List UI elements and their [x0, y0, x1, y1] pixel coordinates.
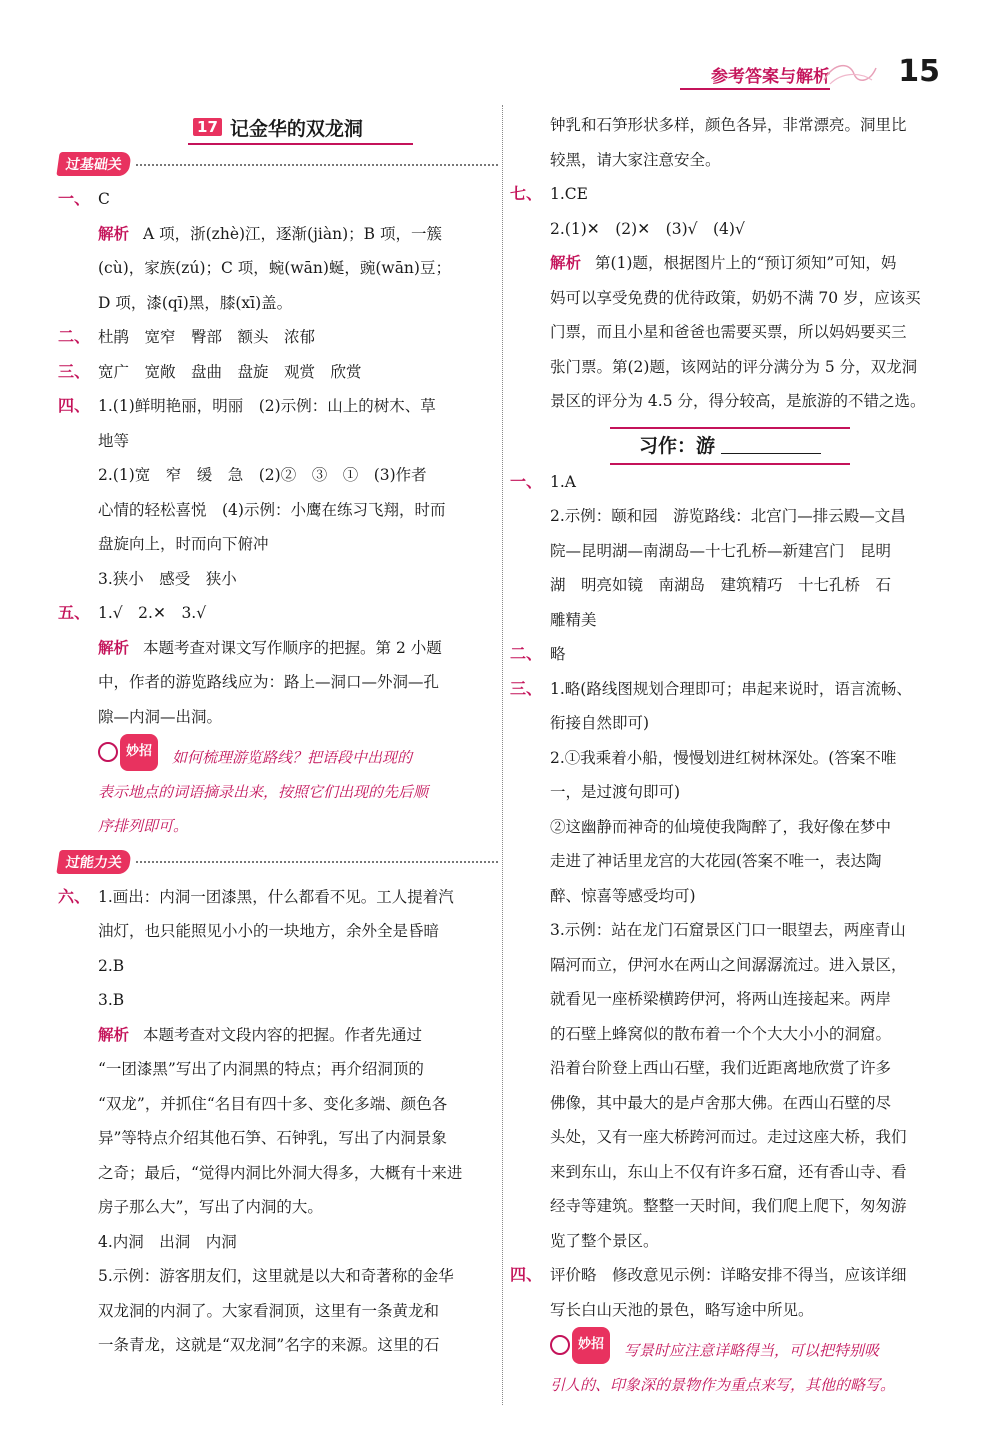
answer-line: 3.示例：站在龙门石窟景区门口一眼望去，两座青山: [550, 921, 906, 939]
composition-title: [510, 425, 950, 465]
section-tab-label: 过能力关: [56, 850, 131, 874]
answer-text: 略: [550, 645, 566, 663]
tip-line: 引人的、印象深的景物作为重点来写，其他的略写。: [550, 1375, 896, 1394]
question-5: [58, 596, 498, 631]
question-number: 六、: [58, 886, 91, 906]
answer-line: 5.示例：游客朋友们，这里就是以大和奇著称的金华: [98, 1267, 454, 1286]
answer-text: 1.√ 2.✕ 3.√: [98, 604, 207, 622]
question-number: 三、: [58, 361, 91, 381]
answer-line: 衔接自然即可): [550, 714, 650, 732]
composition-question-2: [510, 637, 950, 672]
answer-line: 盘旋向上，时而向下俯冲: [98, 535, 269, 553]
tip-line: 表示地点的词语摘录出来，按照它们出现的先后顺: [98, 782, 429, 801]
tip-line: 如何梳理游览路线？把语段中出现的: [172, 748, 413, 767]
analysis-block: [510, 246, 950, 419]
answer-line: 就看见一座桥梁横跨伊河，将两山连接起来。两岸: [550, 990, 892, 1008]
question-number: 一、: [58, 189, 91, 208]
answer-line: 沿着台阶登上西山石壁，我们近距离地欣赏了许多: [550, 1059, 892, 1077]
answer-line: 雕精美: [550, 610, 597, 629]
header: [600, 54, 940, 98]
section-tab-ability: [58, 848, 498, 876]
analysis-line: 景区的评分为 4.5 分，得分较高，是旅游的不错之选。: [550, 392, 926, 410]
right-column: [510, 108, 950, 1402]
answer-line: 2.①我乘着小船，慢慢划进红树林深处。(答案不唯: [550, 748, 897, 767]
answer-text: C: [98, 190, 110, 208]
answer-line: ②这幽静而神奇的仙境使我陶醉了，我好像在梦中: [550, 817, 892, 836]
tip-label: 妙招: [572, 1327, 610, 1364]
lesson-number: 17: [193, 118, 222, 136]
answer-line: 2.(1)宽 窄 缓 急 (2)② ③ ① (3)作者: [98, 466, 427, 484]
lesson-title-text: 记金华的双龙洞: [229, 117, 363, 140]
analysis-line: “双龙”，并抓住“名目有四十多、变化多端、颜色各: [98, 1094, 448, 1113]
answer-line: 佛像，其中最大的是卢舍那大佛。在西山石壁的尽: [550, 1093, 892, 1112]
answer-line: 1.画出：内洞一团漆黑，什么都看不见。工人提着汽: [98, 887, 454, 906]
answer-line: 醉、惊喜等感受均可): [550, 886, 696, 905]
answer-line: 心情的轻松喜悦 (4)示例：小鹰在练习飞翔，时而: [98, 500, 446, 519]
answer-line: 走进了神话里龙宫的大花园(答案不唯一，表达陶: [550, 852, 882, 870]
analysis-line: D 项，漆(qī)黑，膝(xī)盖。: [98, 293, 293, 312]
question-number: 二、: [58, 327, 91, 346]
title-underline: [610, 463, 850, 465]
answer-line: 较黑，请大家注意安全。: [550, 150, 721, 169]
answer-line: 头处，又有一座大桥跨河而过。走过这座大桥，我们: [550, 1128, 907, 1146]
question-4: [58, 389, 498, 596]
analysis-line: 隙—内洞—出洞。: [98, 707, 223, 726]
answer-line: 院—昆明湖—南湖岛—十七孔桥—新建宫门 昆明: [550, 541, 892, 560]
analysis-label: 解析: [550, 254, 582, 272]
analysis-line: 本题考查对课文写作顺序的把握。第 2 小题: [143, 638, 442, 657]
question-7: [510, 177, 950, 246]
answer-line: 1.CE: [550, 185, 588, 203]
lesson-title: [58, 108, 498, 146]
question-1: [58, 182, 498, 217]
answer-line: 3.B: [98, 991, 125, 1010]
answer-line: 览了整个景区。: [550, 1231, 659, 1250]
page-number: 15: [898, 54, 940, 89]
answer-line: 一条青龙，这就是“双龙洞”名字的来源。这里的石: [98, 1336, 440, 1355]
tip-block: [58, 734, 498, 844]
answer-line: 油灯，也只能照见小小的一块地方，余外全是昏暗: [98, 922, 440, 941]
answer-line: 双龙洞的内洞了。大家看洞顶，这里有一条黄龙和: [98, 1301, 440, 1320]
analysis-block: [58, 1018, 498, 1363]
answer-line: 2.B: [98, 956, 125, 975]
question-number: 二、: [510, 644, 543, 663]
tip-badge: [98, 734, 158, 771]
decorative-swirl-icon: [820, 58, 880, 88]
tip-block: [510, 1327, 950, 1402]
answer-text: 宽广 宽敞 盘曲 盘旋 观赏 欣赏: [98, 362, 362, 381]
analysis-label: 解析: [98, 638, 130, 657]
answer-line: 1.A: [550, 472, 576, 491]
left-column: [58, 108, 498, 1363]
composition-question-3: [510, 672, 950, 1259]
title-blank: [721, 435, 821, 454]
answer-text: 杜鹃 宽窄 臀部 额头 浓郁: [98, 328, 316, 346]
answer-line: 评价略 修改意见示例：详略安排不得当，应该详细: [550, 1266, 907, 1284]
question-6: [58, 880, 498, 1018]
analysis-line: 第(1)题，根据图片上的“预订须知”可知，妈: [595, 254, 897, 272]
question-number: 四、: [510, 1265, 543, 1284]
tip-line: 序排列即可。: [98, 817, 189, 836]
analysis-line: 本题考查对文段内容的把握。作者先通过: [143, 1025, 423, 1044]
tip-label: 妙招: [120, 734, 158, 771]
question-2: [58, 320, 498, 355]
answer-line: 写长白山天池的景色，略写途中所见。: [550, 1300, 814, 1319]
answer-line: 一，是过渡句即可): [550, 783, 681, 801]
answer-line: 湖 明亮如镜 南湖岛 建筑精巧 十七孔桥 石: [550, 576, 892, 594]
question-number: 五、: [58, 603, 91, 622]
title-underline: [188, 143, 413, 145]
answer-line: 2.(1)✕ (2)✕ (3)√ (4)√: [550, 219, 745, 238]
title-overline: [610, 427, 850, 429]
lightbulb-icon: [98, 742, 118, 762]
question-number: 七、: [510, 184, 543, 203]
answer-line: 3.狭小 感受 狭小: [98, 569, 237, 588]
analysis-block: [58, 631, 498, 735]
analysis-line: 中，作者的游览路线应为：路上—洞口—外洞—孔: [98, 673, 440, 691]
answer-line: 隔河而立，伊河水在两山之间潺潺流过。进入景区，: [550, 955, 907, 974]
analysis-line: 妈可以享受免费的优待政策，奶奶不满 70 岁，应该买: [550, 288, 921, 307]
dotted-rule: [136, 163, 498, 166]
answer-line: 经寺等建筑。整整一天时间，我们爬上爬下，匆匆游: [550, 1197, 907, 1215]
answer-line: 2.示例：颐和园 游览路线：北宫门—排云殿—文昌: [550, 507, 906, 525]
answer-line: 钟乳和石笋形状多样，颜色各异，非常漂亮。洞里比: [550, 116, 907, 134]
analysis-line: 门票，而且小星和爸爸也需要买票，所以妈妈要买三: [550, 323, 907, 341]
section-tab-basic: [58, 150, 498, 178]
tip-line: 写景时应注意详略得当，可以把特别吸: [624, 1341, 880, 1360]
analysis-label: 解析: [98, 1025, 130, 1044]
dotted-rule: [136, 860, 498, 863]
analysis-block: [58, 217, 498, 321]
answer-line: 1.略(路线图规划合理即可；串起来说时，语言流畅、: [550, 679, 912, 698]
analysis-label: 解析: [98, 224, 130, 243]
answer-line: 4.内洞 出洞 内洞: [98, 1232, 237, 1251]
answer-line: 的石壁上蜂窝似的散布着一个个大大小小的洞窟。: [550, 1024, 892, 1043]
question-3: [58, 355, 498, 390]
answer-line: 来到东山，东山上不仅有许多石窟，还有香山寺、看: [550, 1162, 907, 1181]
analysis-line: A 项，浙(zhè)江，逐渐(jiàn)；B 项，一簇: [143, 224, 442, 243]
tip-badge: [550, 1327, 610, 1364]
header-title: 参考答案与解析: [711, 67, 830, 87]
continued-answer: [510, 108, 950, 177]
composition-title-text: 习作：游: [638, 435, 715, 457]
analysis-line: 之奇；最后，“觉得内洞比外洞大得多，大概有十来进: [98, 1163, 463, 1182]
analysis-line: “一团漆黑”写出了内洞黑的特点；再介绍洞顶的: [98, 1060, 424, 1079]
composition-question-1: [510, 465, 950, 638]
answer-line: 地等: [98, 431, 130, 450]
lightbulb-icon: [550, 1335, 570, 1355]
analysis-line: 异”等特点介绍其他石笋、石钟乳，写出了内洞景象: [98, 1129, 447, 1148]
question-number: 四、: [58, 396, 91, 415]
answer-line: 1.(1)鲜明艳丽，明丽 (2)示例：山上的树木、草: [98, 397, 436, 415]
analysis-line: 房子那么大”，写出了内洞的大。: [98, 1198, 323, 1217]
question-number: 一、: [510, 471, 543, 491]
question-number: 三、: [510, 678, 543, 698]
composition-question-4: [510, 1258, 950, 1327]
header-underline: [680, 88, 830, 90]
analysis-line: (cù)，家族(zú)；C 项，蜿(wān)蜒，豌(wān)豆；: [98, 259, 451, 277]
section-tab-label: 过基础关: [56, 152, 131, 176]
analysis-line: 张门票。第(2)题，该网站的评分满分为 5 分，双龙洞: [550, 357, 918, 376]
column-divider: [502, 105, 503, 1405]
